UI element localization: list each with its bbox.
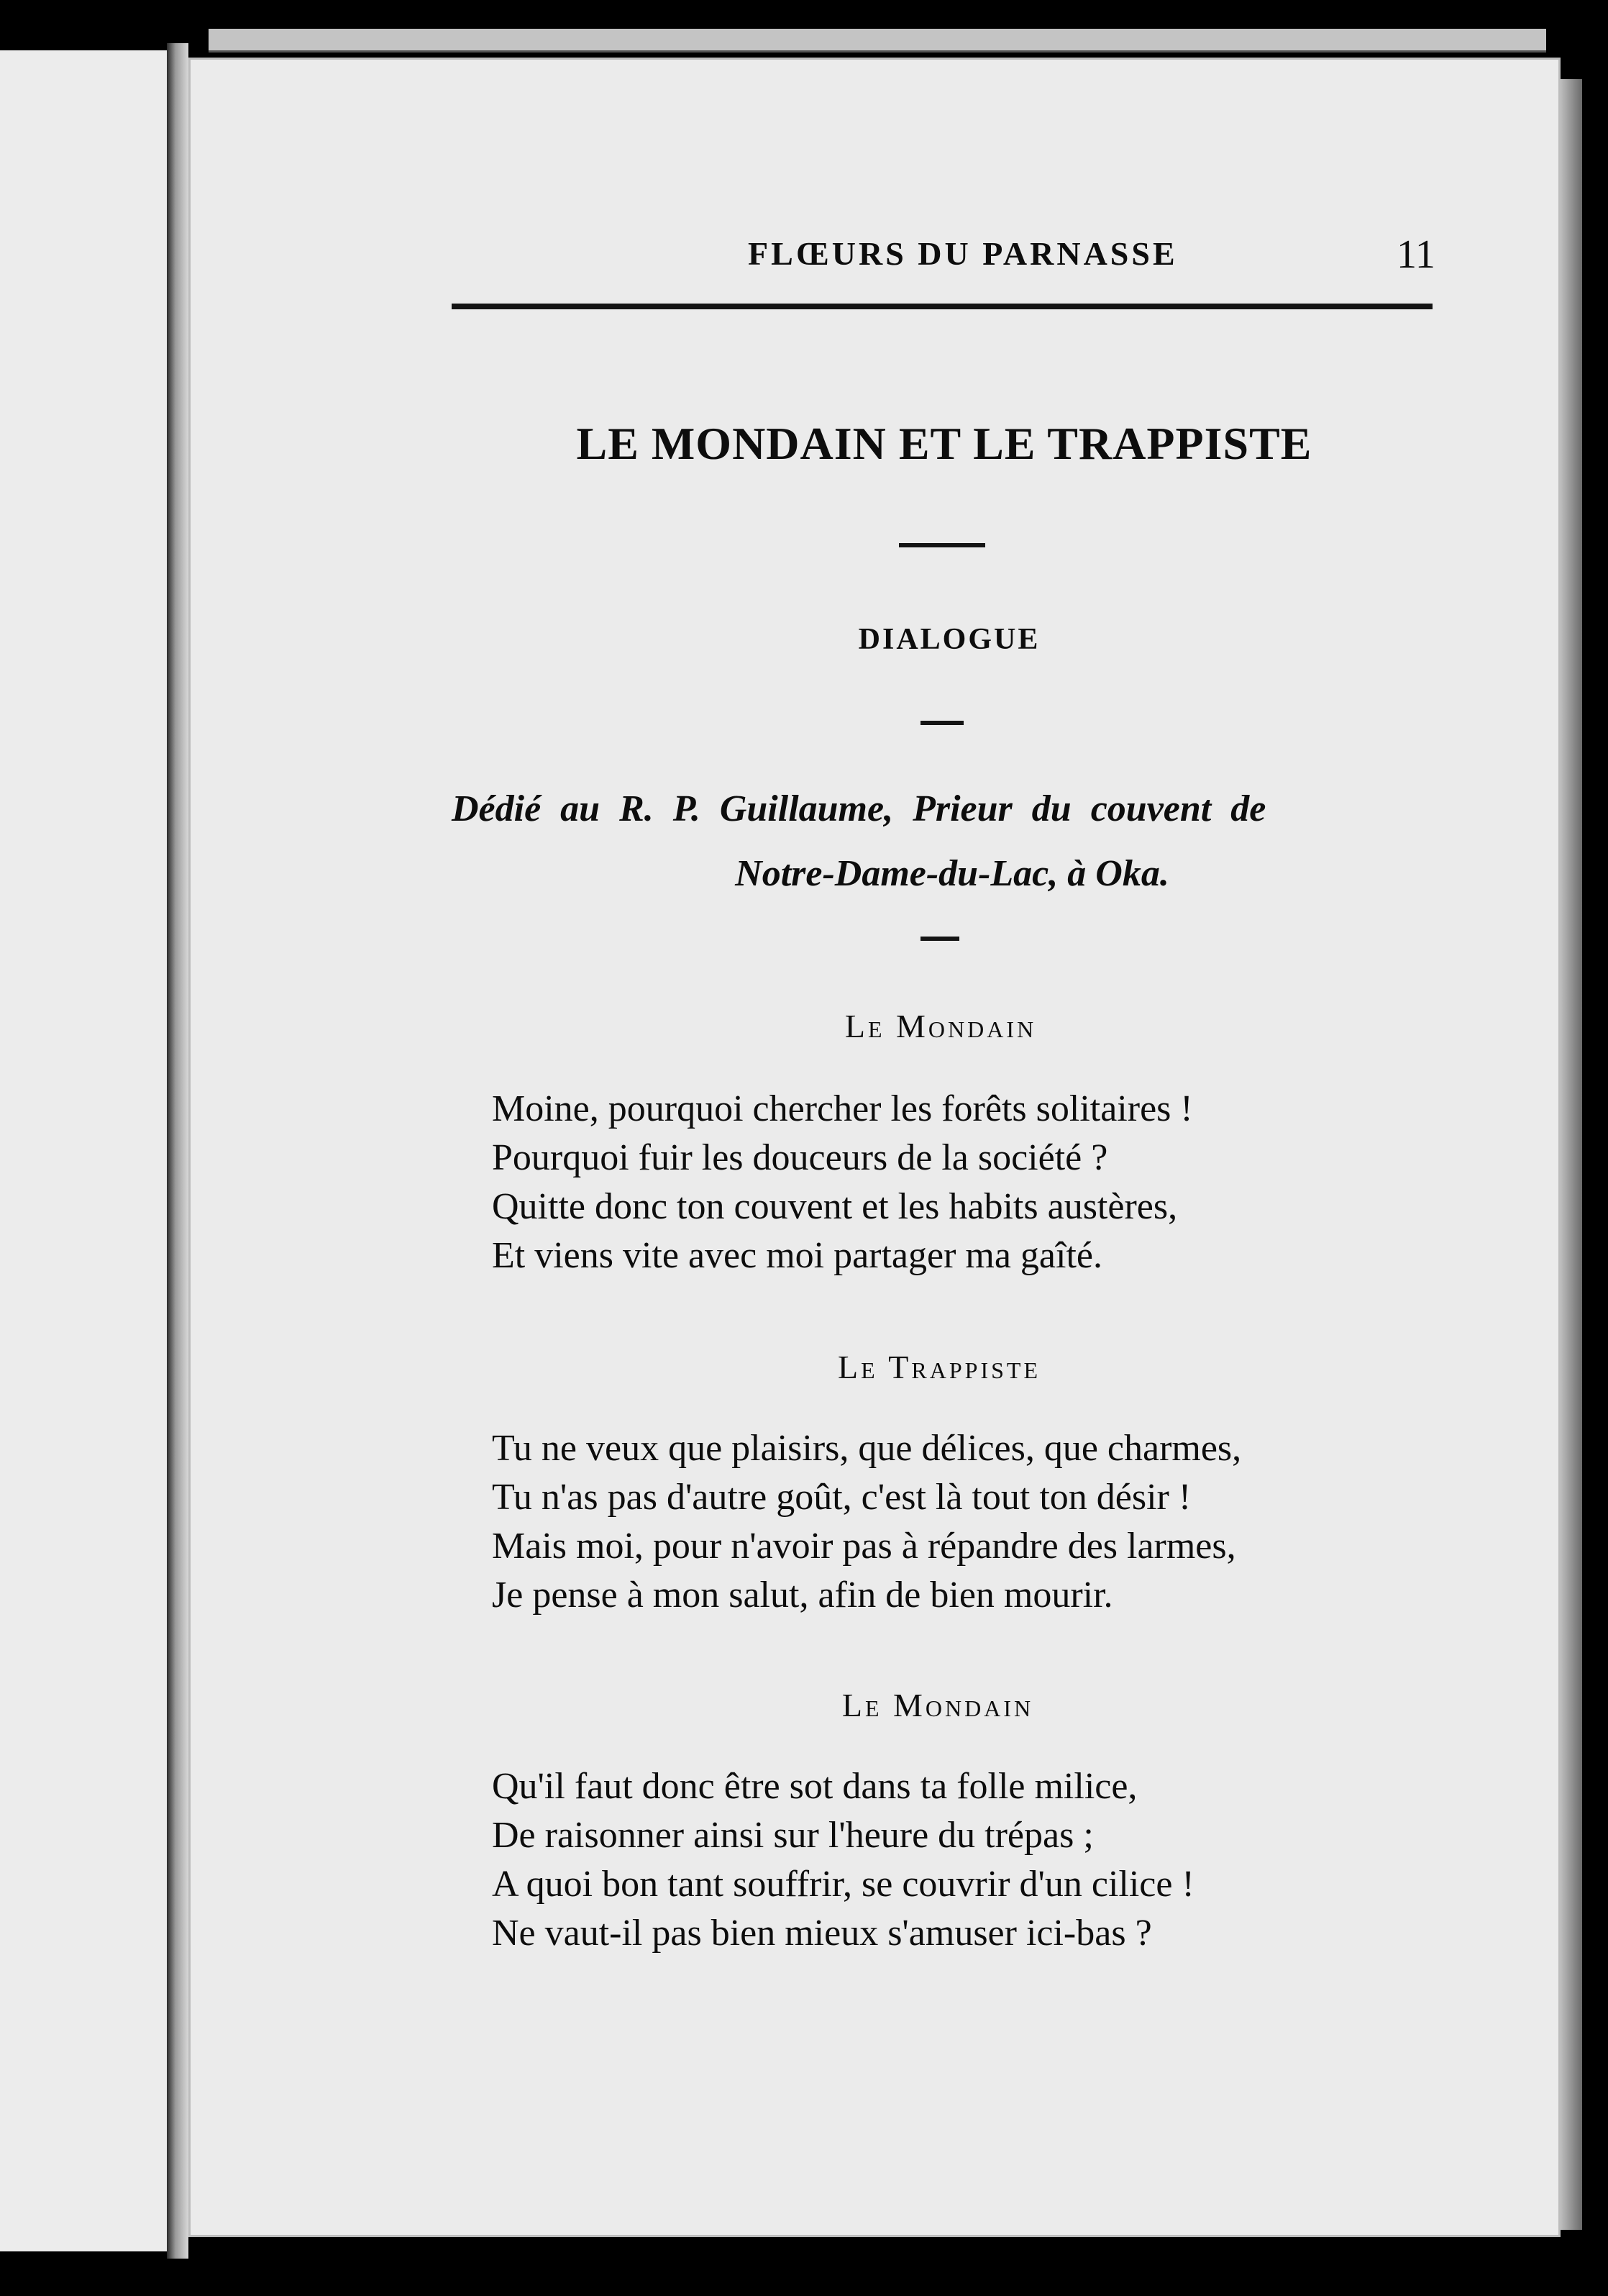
dedication-line-2: Notre-Dame-du-Lac, à Oka. — [735, 853, 1169, 894]
verse-line: Qu'il faut donc être sot dans ta folle milice, — [492, 1766, 1138, 1807]
verse-line: Tu n'as pas d'autre goût, c'est là tout ton désir ! — [492, 1477, 1192, 1518]
verse-line: De raisonner ainsi sur l'heure du trépas ; — [492, 1815, 1094, 1856]
verse-line: Pourquoi fuir les douceurs de la société ? — [492, 1137, 1108, 1178]
running-header: FLŒURS DU PARNASSE — [748, 235, 1178, 272]
poem-subtitle: DIALOGUE — [858, 623, 1041, 656]
page-top-edge — [209, 29, 1546, 53]
verse-line: Tu ne veux que plaisirs, que délices, que charmes, — [492, 1428, 1242, 1469]
subtitle-rule — [921, 721, 964, 725]
verse-line: A quoi bon tant souffrir, se couvrir d'un cilice ! — [492, 1864, 1194, 1905]
header-rule — [452, 304, 1433, 309]
stanza — [492, 1424, 1448, 1620]
dedication-line-1: Dédié au R. P. Guillaume, Prieur du couvent de — [452, 788, 1266, 829]
speaker-label: Le Mondain — [841, 1687, 1034, 1723]
book-gutter — [167, 43, 188, 2259]
verse-line: Ne vaut-il pas bien mieux s'amuser ici-bas ? — [492, 1913, 1152, 1954]
dedication — [452, 777, 1438, 906]
verse-line: Je pense à mon salut, afin de bien mourir. — [492, 1575, 1113, 1616]
title-rule — [899, 543, 985, 547]
stanza — [492, 1085, 1448, 1280]
verse-line: Quitte donc ton couvent et les habits austères, — [492, 1186, 1178, 1227]
page-right-edge — [1561, 79, 1582, 2230]
verse-line: Et viens vite avec moi partager ma gaîté. — [492, 1235, 1102, 1276]
facing-page-fragment — [0, 50, 170, 2251]
page-number: 11 — [1397, 232, 1435, 277]
stanza — [492, 1762, 1448, 1958]
verse-line: Mais moi, pour n'avoir pas à répandre des larmes, — [492, 1526, 1236, 1567]
dedication-rule — [921, 937, 959, 941]
verse-line: Moine, pourquoi chercher les forêts solitaires ! — [492, 1088, 1193, 1129]
speaker-label: Le Mondain — [844, 1008, 1037, 1044]
poem-title: LE MONDAIN ET LE TRAPPISTE — [576, 418, 1312, 469]
speaker-label: Le Trappiste — [837, 1349, 1041, 1385]
